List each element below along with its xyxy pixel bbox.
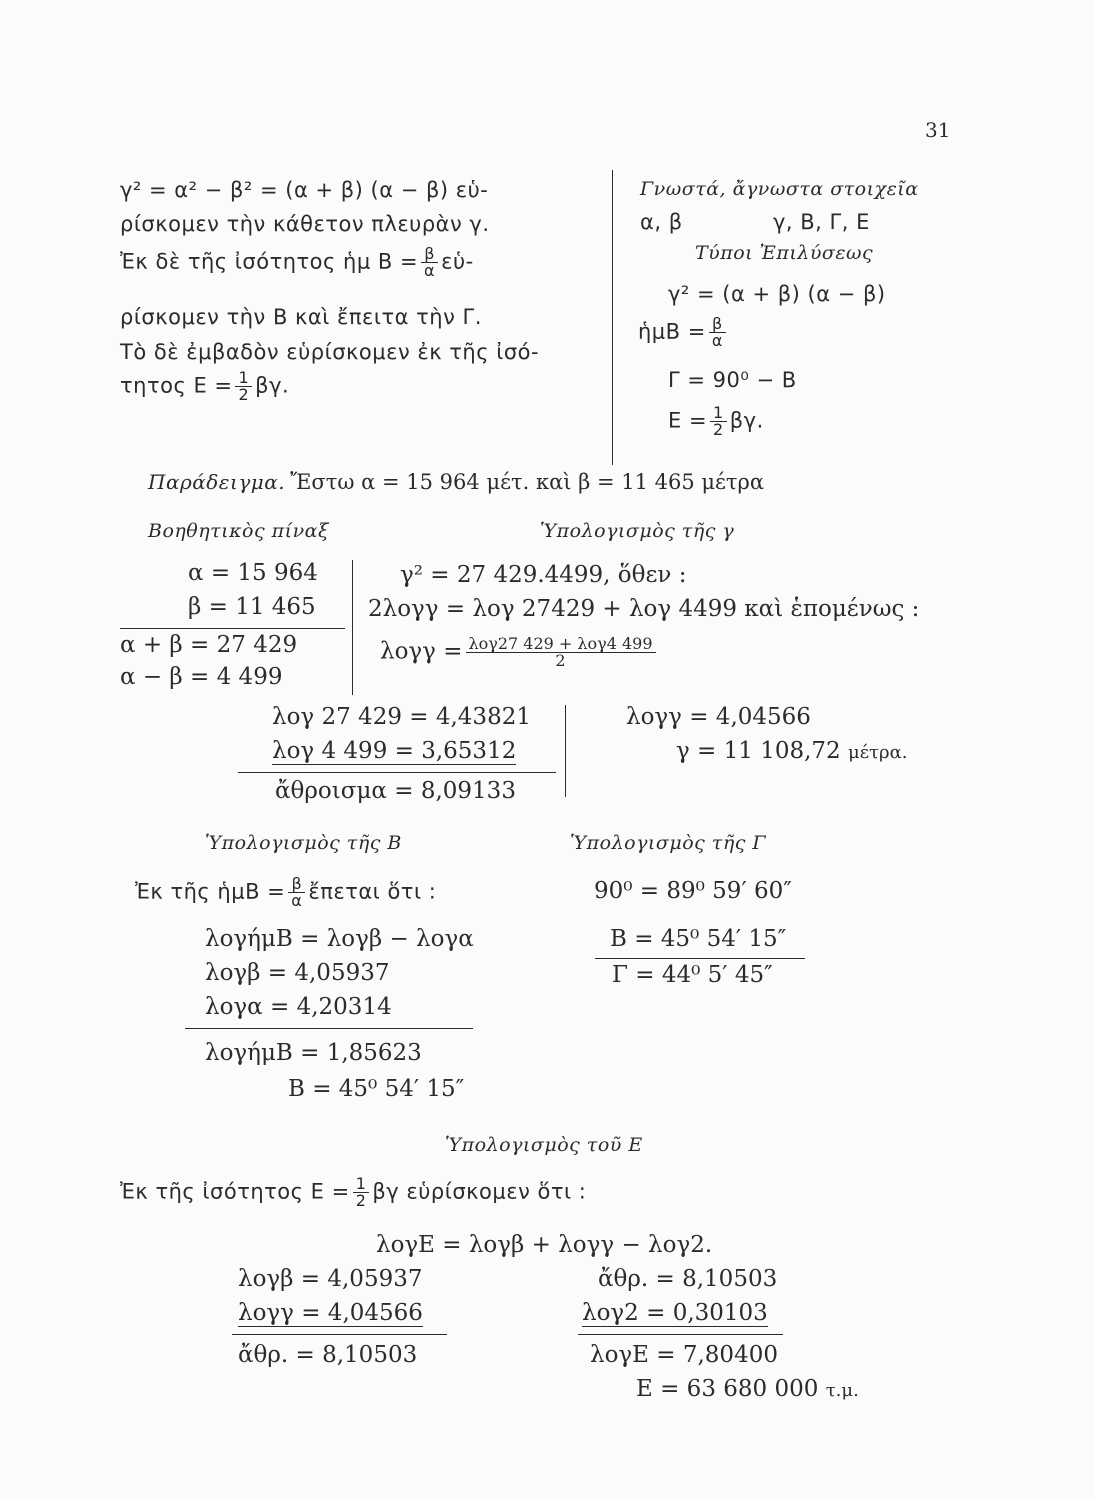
rule bbox=[232, 1334, 447, 1335]
text-line: ρίσκομεν τὴν Β καὶ ἔπειτα τὴν Γ. bbox=[120, 305, 482, 329]
aux-row: β = 11 465 bbox=[188, 594, 316, 620]
rule bbox=[238, 772, 556, 773]
aux-table-title: Βοηθητικὸς πίναξ bbox=[148, 520, 329, 542]
calc-line: λογήμΒ = 1,85623 bbox=[205, 1040, 422, 1066]
calc-line: λογ2 = 0,30103 bbox=[582, 1300, 768, 1326]
calc-b-title: Ὑπολογισμὸς τῆς Β bbox=[205, 832, 402, 854]
sum-line: ἄθροισμα = 8,09133 bbox=[275, 778, 516, 804]
known-elements: α, β bbox=[640, 210, 683, 234]
calc-gamma-title: Ὑπολογισμὸς τῆς Γ bbox=[570, 832, 767, 854]
page-number: 31 bbox=[925, 118, 951, 142]
formula: ἡμΒ = $\frac{\beta}{\alpha}$ bbox=[638, 316, 729, 349]
log-line: λογ 4 499 = 3,65312 bbox=[272, 738, 517, 764]
aux-row: α = 15 964 bbox=[188, 560, 318, 586]
calc-line: λογγ = $\frac{\text{λογ27 429 + λογ4 499}}{2}$ bbox=[380, 636, 659, 669]
aux-row: α + β = 27 429 bbox=[120, 632, 298, 658]
calc-line: λογγ = 4,04566 bbox=[238, 1300, 423, 1326]
calc-line: λογβ = 4,05937 bbox=[205, 960, 390, 986]
calc-line: λογΕ = λογβ + λογγ − λογ2. bbox=[376, 1232, 713, 1258]
rule bbox=[120, 628, 345, 629]
calc-line: ἄθρ. = 8,10503 bbox=[598, 1266, 778, 1292]
calc-line: ἄθρ. = 8,10503 bbox=[238, 1342, 418, 1368]
rule bbox=[595, 958, 805, 959]
formula: Γ = 90⁰ − Β bbox=[668, 368, 797, 392]
calc-g-title: Ὑπολογισμὸς τῆς γ bbox=[540, 520, 735, 542]
text-line: γ² = α² − β² = (α + β) (α − β) εὑ- bbox=[120, 178, 489, 202]
rule bbox=[578, 1334, 783, 1335]
calc-line: λογβ = 4,05937 bbox=[238, 1266, 423, 1292]
example-line: Παράδειγμα. Ἔστω α = 15 964 μέτ. καὶ β = 11 465 μέτρα bbox=[148, 470, 765, 494]
fraction: $\frac{\beta}{\alpha}$ bbox=[421, 246, 438, 279]
calc-line: λογα = 4,20314 bbox=[205, 994, 392, 1020]
calc-line: λογήμΒ = λογβ − λογα bbox=[205, 926, 474, 952]
text-line: τητος Ε = $\frac{1}{2}$ βγ. bbox=[120, 368, 290, 404]
calc-line: Ε = 63 680 000 τ.μ. bbox=[636, 1376, 859, 1402]
fraction: $\frac{1}{2}$ bbox=[235, 370, 252, 403]
log-line: λογ 27 429 = 4,43821 bbox=[272, 704, 531, 730]
text-line: Τὸ δὲ ἐμβαδὸν εὑρίσκομεν ἐκ τῆς ἰσό- bbox=[120, 340, 540, 364]
calc-line: Β = 45⁰ 54′ 15″ bbox=[610, 926, 787, 952]
aux-row: α − β = 4 499 bbox=[120, 664, 283, 690]
calc-line: λογΕ = 7,80400 bbox=[590, 1342, 778, 1368]
calc-line: 90⁰ = 89⁰ 59′ 60″ bbox=[594, 878, 792, 904]
calc-line: Β = 45⁰ 54′ 15″ bbox=[288, 1076, 465, 1102]
formula: γ² = (α + β) (α − β) bbox=[668, 282, 886, 306]
calc-line: γ² = 27 429.4499, ὅθεν : bbox=[400, 562, 687, 588]
formula: Ε = $\frac{1}{2}$ βγ. bbox=[668, 403, 764, 439]
calc-line: 2λογγ = λογ 27429 + λογ 4499 καὶ ἑπομένως : bbox=[368, 596, 920, 622]
column-divider bbox=[612, 170, 613, 465]
calc-line: Ἐκ τῆς ἡμΒ = $\frac{\beta}{\alpha}$ ἔπεται ὅτι : bbox=[135, 874, 437, 910]
calc-line: Γ = 44⁰ 5′ 45″ bbox=[612, 962, 773, 988]
rule bbox=[185, 1028, 473, 1029]
result-line: λογγ = 4,04566 bbox=[626, 704, 811, 730]
known-unknown-title: Γνωστά, ἄγνωστα στοιχεῖα bbox=[640, 178, 919, 200]
table-divider bbox=[352, 560, 353, 695]
calc-e-title: Ὑπολογισμὸς τοῦ Ε bbox=[445, 1134, 643, 1156]
text-line: Ἐκ δὲ τῆς ἰσότητος ἡμ Β = $\frac{\beta}{\alpha}$ εὑ- bbox=[120, 244, 474, 280]
divider bbox=[565, 705, 566, 797]
unknown-elements: γ, Β, Γ, Ε bbox=[773, 210, 870, 234]
calc-line: Ἐκ τῆς ἰσότητος Ε = $\frac{1}{2}$ βγ εὑρίσκομεν ὅτι : bbox=[120, 1174, 587, 1210]
text-line: ρίσκομεν τὴν κάθετον πλευρὰν γ. bbox=[120, 212, 490, 236]
formulas-title: Τύποι Ἐπιλύσεως bbox=[695, 242, 874, 264]
result-line: γ = 11 108,72 μέτρα. bbox=[676, 738, 908, 764]
